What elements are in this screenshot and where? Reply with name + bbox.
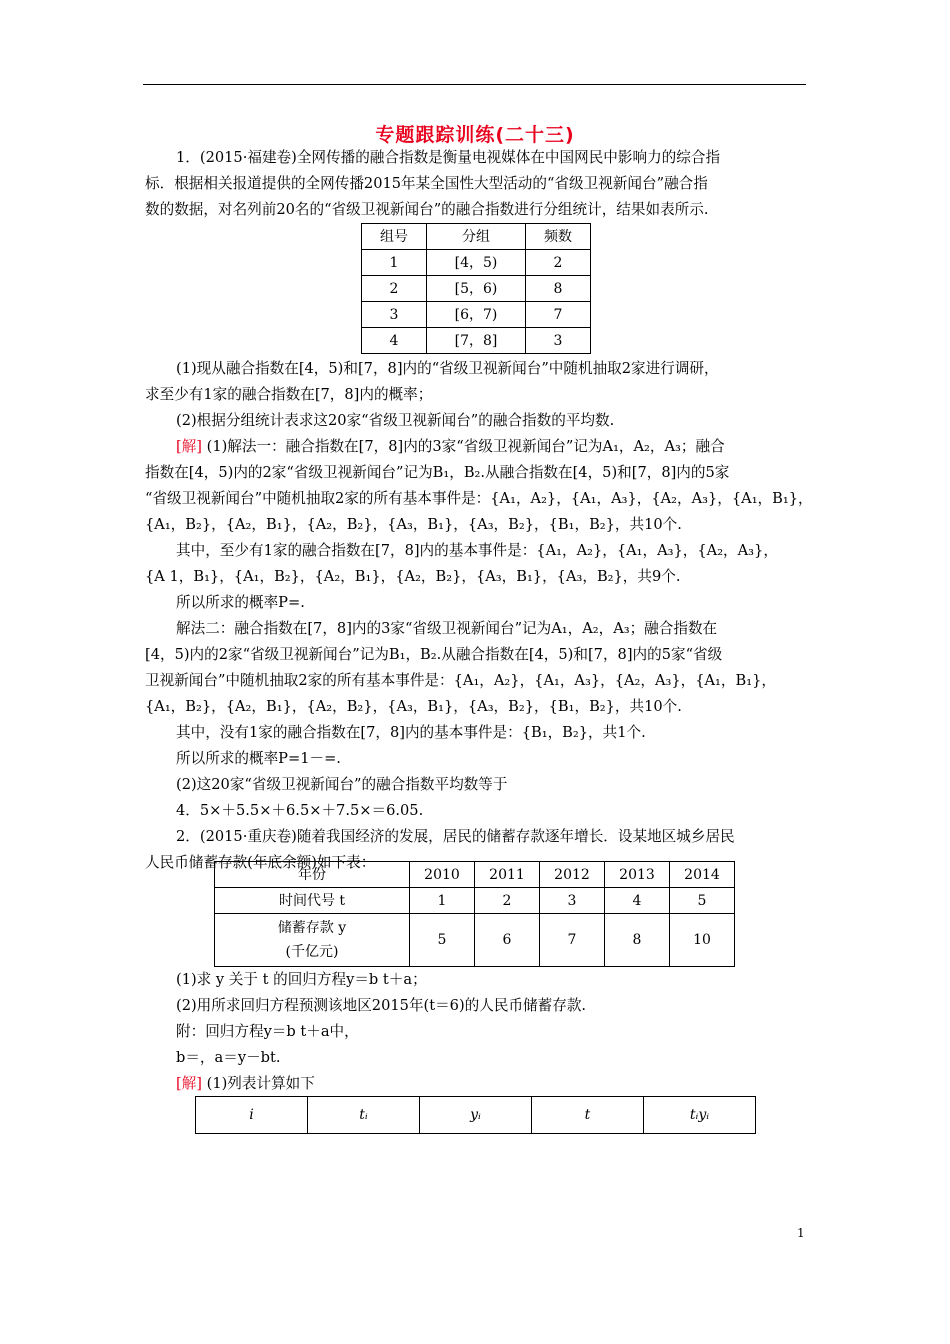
savings-unit: (千亿元) <box>285 944 339 960</box>
savings-table <box>214 861 735 967</box>
table-cell: 5 <box>670 888 735 914</box>
table-cell: 2013 <box>605 862 670 888</box>
savings-label: 储蓄存款 y <box>277 920 347 936</box>
solution-line: 4．5×＋5.5×＋6.5×＋7.5×＝6.05. <box>176 802 424 819</box>
table-cell: 2 <box>526 250 591 276</box>
table-header-cell: tᵢ <box>308 1097 420 1134</box>
solution-line: 指数在[4，5)内的2家“省级卫视新闻台”记为B₁，B₂.从融合指数在[4，5)和[7，8]内的5家 <box>145 464 730 481</box>
solution-line: “省级卫视新闻台”中随机抽取2家的所有基本事件是：{A₁，A₂}，{A₁，A₃}，{A₂，A₃}，{A₁，B₁}， <box>145 490 813 507</box>
table-header-cell: i <box>196 1097 308 1134</box>
table-cell: 6 <box>475 914 540 967</box>
solution-line: {A₁，B₂}，{A₂，B₁}，{A₂，B₂}，{A₃，B₁}，{A₃，B₂}，{B₁，B₂}，共10个. <box>145 516 682 533</box>
page-number: 1 <box>797 1226 805 1240</box>
table-cell: [4，5) <box>427 250 526 276</box>
solution-line: [4，5)内的2家“省级卫视新闻台”记为B₁，B₂.从融合指数在[4，5)和[7，8]内的5家“省级 <box>145 646 723 663</box>
solution-line: 所以所求的概率P=. <box>176 594 305 611</box>
problem1-line3: 数的数据，对名列前20名的“省级卫视新闻台”的融合指数进行分组统计，结果如表所示. <box>145 201 709 218</box>
table-cell: 8 <box>526 276 591 302</box>
table-cell: 2 <box>362 276 427 302</box>
solution-line: 解法二：融合指数在[7，8]内的3家“省级卫视新闻台”记为A₁，A₂，A₃；融合指数在 <box>176 620 718 637</box>
table-row <box>362 250 591 276</box>
question1-line2: 求至少有1家的融合指数在[7，8]内的概率； <box>145 386 433 403</box>
table-header-cell: 年份 <box>215 862 410 888</box>
solution-line: 其中，没有1家的融合指数在[7，8]内的基本事件是：{B₁，B₂}，共1个. <box>176 724 646 741</box>
table-header-row <box>196 1097 756 1134</box>
table-row <box>215 862 735 888</box>
solution-line: 卫视新闻台”中随机抽取2家的所有基本事件是：{A₁，A₂}，{A₁，A₃}，{A₂，A₃}，{A₁，B₁}， <box>145 672 776 689</box>
table-cell: 8 <box>605 914 670 967</box>
table-cell: 5 <box>410 914 475 967</box>
header-rule <box>143 84 806 85</box>
table-cell: 10 <box>670 914 735 967</box>
solution2-first-line <box>176 1071 315 1097</box>
problem2-line1: 2．(2015·重庆卷)随着我国经济的发展，居民的储蓄存款逐年增长．设某地区城乡居民 <box>176 828 735 845</box>
table-cell: [6，7) <box>427 302 526 328</box>
table-cell: 7 <box>540 914 605 967</box>
table-cell: 2011 <box>475 862 540 888</box>
table-cell: 2010 <box>410 862 475 888</box>
table-header-row <box>362 224 591 250</box>
table-row <box>362 276 591 302</box>
solution2-text: (1)列表计算如下 <box>206 1075 315 1092</box>
problem1-line1: 1．(2015·福建卷)全网传播的融合指数是衡量电视媒体在中国网民中影响力的综合指 <box>176 149 721 166</box>
solution1-first-line <box>176 434 725 460</box>
question1-line1: (1)现从融合指数在[4，5)和[7，8]内的“省级卫视新闻台”中随机抽取2家进行调研， <box>176 360 719 377</box>
table-cell: 2 <box>475 888 540 914</box>
problem2-q1: (1)求 y 关于 t 的回归方程y＝b t＋a； <box>176 971 427 988</box>
problem2-line2: 人民币储蓄存款(年底余额)如下表： <box>145 854 376 871</box>
table-cell: 4 <box>362 328 427 354</box>
table-row <box>362 328 591 354</box>
problem2-appendix: 附：回归方程y＝b t＋a中， <box>176 1023 359 1040</box>
table-cell: [5，6) <box>427 276 526 302</box>
question2-line: (2)根据分组统计表求这20家“省级卫视新闻台”的融合指数的平均数. <box>176 412 615 429</box>
table-header-cell: tᵢyᵢ <box>644 1097 756 1134</box>
page-title: 专题跟踪训练(二十三) <box>375 124 575 146</box>
solution-line: 所以所求的概率P=1－=. <box>176 750 341 767</box>
table-cell: 3 <box>362 302 427 328</box>
table-header-cell: 时间代号 t <box>215 888 410 914</box>
table-cell: 1 <box>362 250 427 276</box>
frequency-table <box>361 223 591 354</box>
table-header-cell: 组号 <box>362 224 427 250</box>
table-header-cell: t <box>532 1097 644 1134</box>
table-row <box>362 302 591 328</box>
solution-label: [解] <box>176 438 202 455</box>
table-cell: 2014 <box>670 862 735 888</box>
solution-line: {A₁，B₂}，{A₂，B₁}，{A₂，B₂}，{A₃，B₁}，{A₃，B₂}，{B₁，B₂}，共10个. <box>145 698 682 715</box>
problem1-line2: 标．根据相关报道提供的全网传播2015年某全国性大型活动的“省级卫视新闻台”融合指 <box>145 175 708 192</box>
table-row <box>215 914 735 967</box>
solution1-text: (1)解法一：融合指数在[7，8]内的3家“省级卫视新闻台”记为A₁，A₂，A₃；融合 <box>206 438 725 455</box>
table-row <box>215 888 735 914</box>
solution-line: 其中，至少有1家的融合指数在[7，8]内的基本事件是：{A₁，A₂}，{A₁，A₃}，{A₂，A₃}， <box>176 542 778 559</box>
table-header-cell: 频数 <box>526 224 591 250</box>
solution-label: [解] <box>176 1075 202 1092</box>
table-cell: [7，8] <box>427 328 526 354</box>
table-cell: 2012 <box>540 862 605 888</box>
table-cell: 1 <box>410 888 475 914</box>
problem2-formula: b＝，a＝y－bt. <box>176 1049 281 1066</box>
table-cell: 3 <box>540 888 605 914</box>
table-cell: 3 <box>526 328 591 354</box>
problem2-q2: (2)用所求回归方程预测该地区2015年(t＝6)的人民币储蓄存款. <box>176 997 587 1014</box>
calculation-table <box>195 1096 756 1134</box>
table-cell: 4 <box>605 888 670 914</box>
solution-line: (2)这20家“省级卫视新闻台”的融合指数平均数等于 <box>176 776 508 793</box>
table-header-cell <box>215 914 410 967</box>
table-header-cell: yᵢ <box>420 1097 532 1134</box>
table-cell: 7 <box>526 302 591 328</box>
table-header-cell: 分组 <box>427 224 526 250</box>
solution-line: {A 1，B₁}，{A₁，B₂}，{A₂，B₁}，{A₂，B₂}，{A₃，B₁}，{A₃，B₂}，共9个. <box>145 568 681 585</box>
